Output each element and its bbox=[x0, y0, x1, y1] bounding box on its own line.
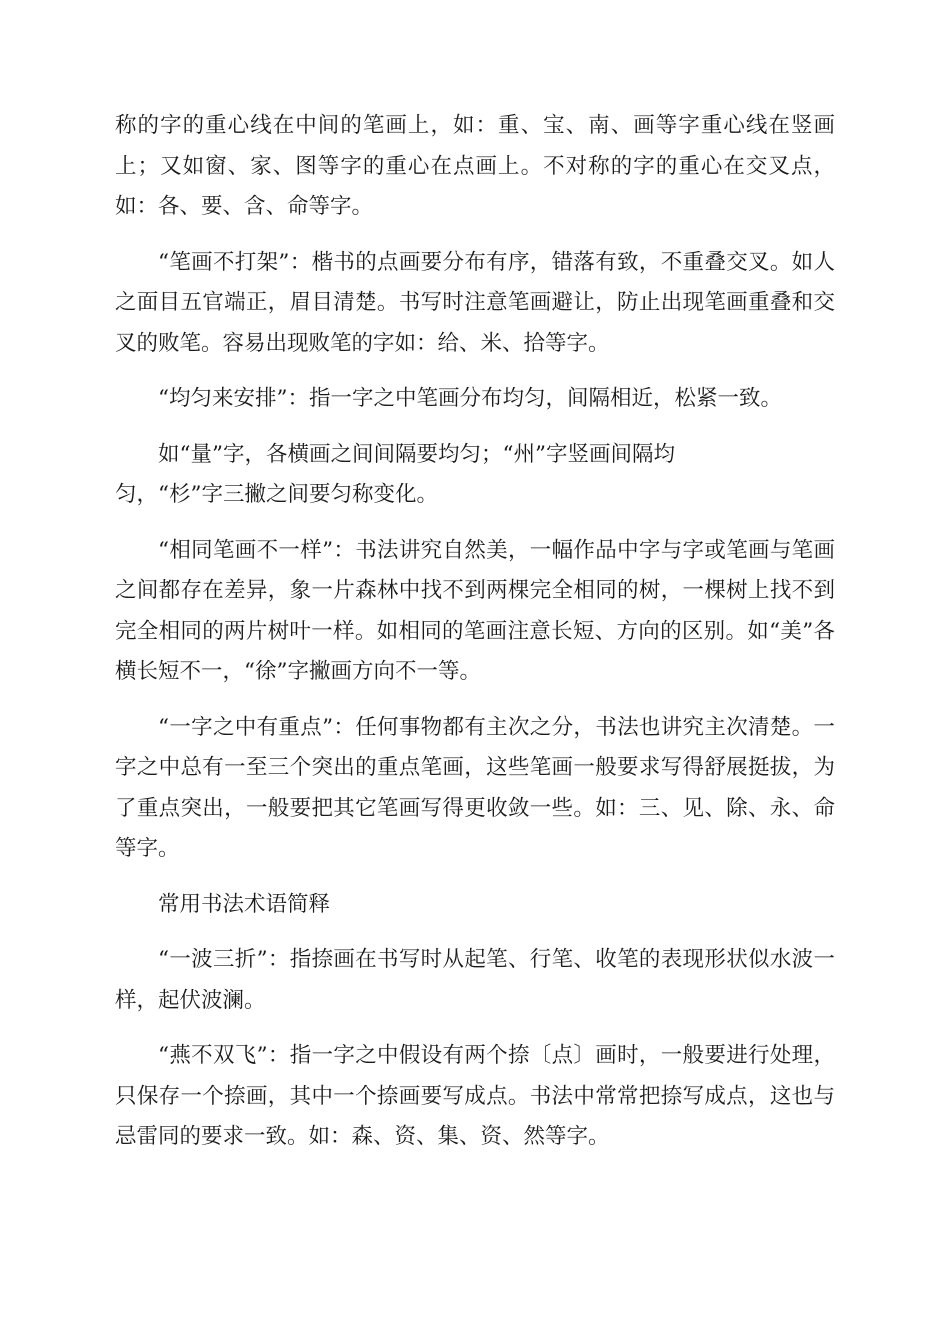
paragraph-swallows-not-paired: “燕不双飞”：指一字之中假设有两个捺〔点〕画时，一般要进行处理，只保存一个捺画，其中一个捺画要写成点。书法中常常把捺写成点，这也与忌雷同的要求一致。如：森、资、集、资、然等字。 bbox=[115, 1043, 835, 1149]
section-heading: 常用书法术语简释 bbox=[158, 891, 331, 917]
document-body bbox=[115, 106, 835, 1173]
paragraph-center-of-gravity: 称的字的重心线在中间的笔画上，如：重、宝、南、画等字重心线在竖画上；又如窗、家、图等字的重心在点画上。不对称的字的重心在交叉点，如：各、要、含、命等字。 bbox=[115, 113, 835, 219]
paragraph-even-examples-line-1: 如“量”字，各横画之间间隔要均匀；“州”字竖画间隔均 bbox=[158, 441, 675, 467]
paragraph-key-stroke: “一字之中有重点”：任何事物都有主次之分，书法也讲究主次清楚。一字之中总有一至三个突出的重点笔画，这些笔画一般要求写得舒展挺拔，为了重点突出，一般要把其它笔画写得更收敛一些。如：三、见、除、永、命等字。 bbox=[115, 714, 835, 861]
paragraph-same-strokes-differ: “相同笔画不一样”：书法讲究自然美，一幅作品中字与字或笔画与笔画之间都存在差异，象一片森林中找不到两棵完全相同的树，一棵树上找不到完全相同的两片树叶一样。如相同的笔画注意长短、方向的区别。如“美”各横长短不一，“徐”字撇画方向不一等。 bbox=[115, 537, 835, 684]
paragraph-even-examples bbox=[115, 435, 835, 516]
paragraph-even-arrangement: “均匀来安排”：指一字之中笔画分布均匀，间隔相近，松紧一致。 bbox=[158, 386, 782, 411]
paragraph-one-wave-three-turns: “一波三折”：指捺画在书写时从起笔、行笔、收笔的表现形状似水波一样，起伏波澜。 bbox=[115, 947, 835, 1013]
paragraph-even-examples-line-2: 匀，“杉”字三撇之间要匀称变化。 bbox=[115, 482, 438, 507]
paragraph-strokes-no-overlap: “笔画不打架”：楷书的点画要分布有序，错落有致，不重叠交叉。如人之面目五官端正，眉目清楚。书写时注意笔画避让，防止出现笔画重叠和交叉的败笔。容易出现败笔的字如：给、米、拾等字。 bbox=[115, 249, 835, 356]
